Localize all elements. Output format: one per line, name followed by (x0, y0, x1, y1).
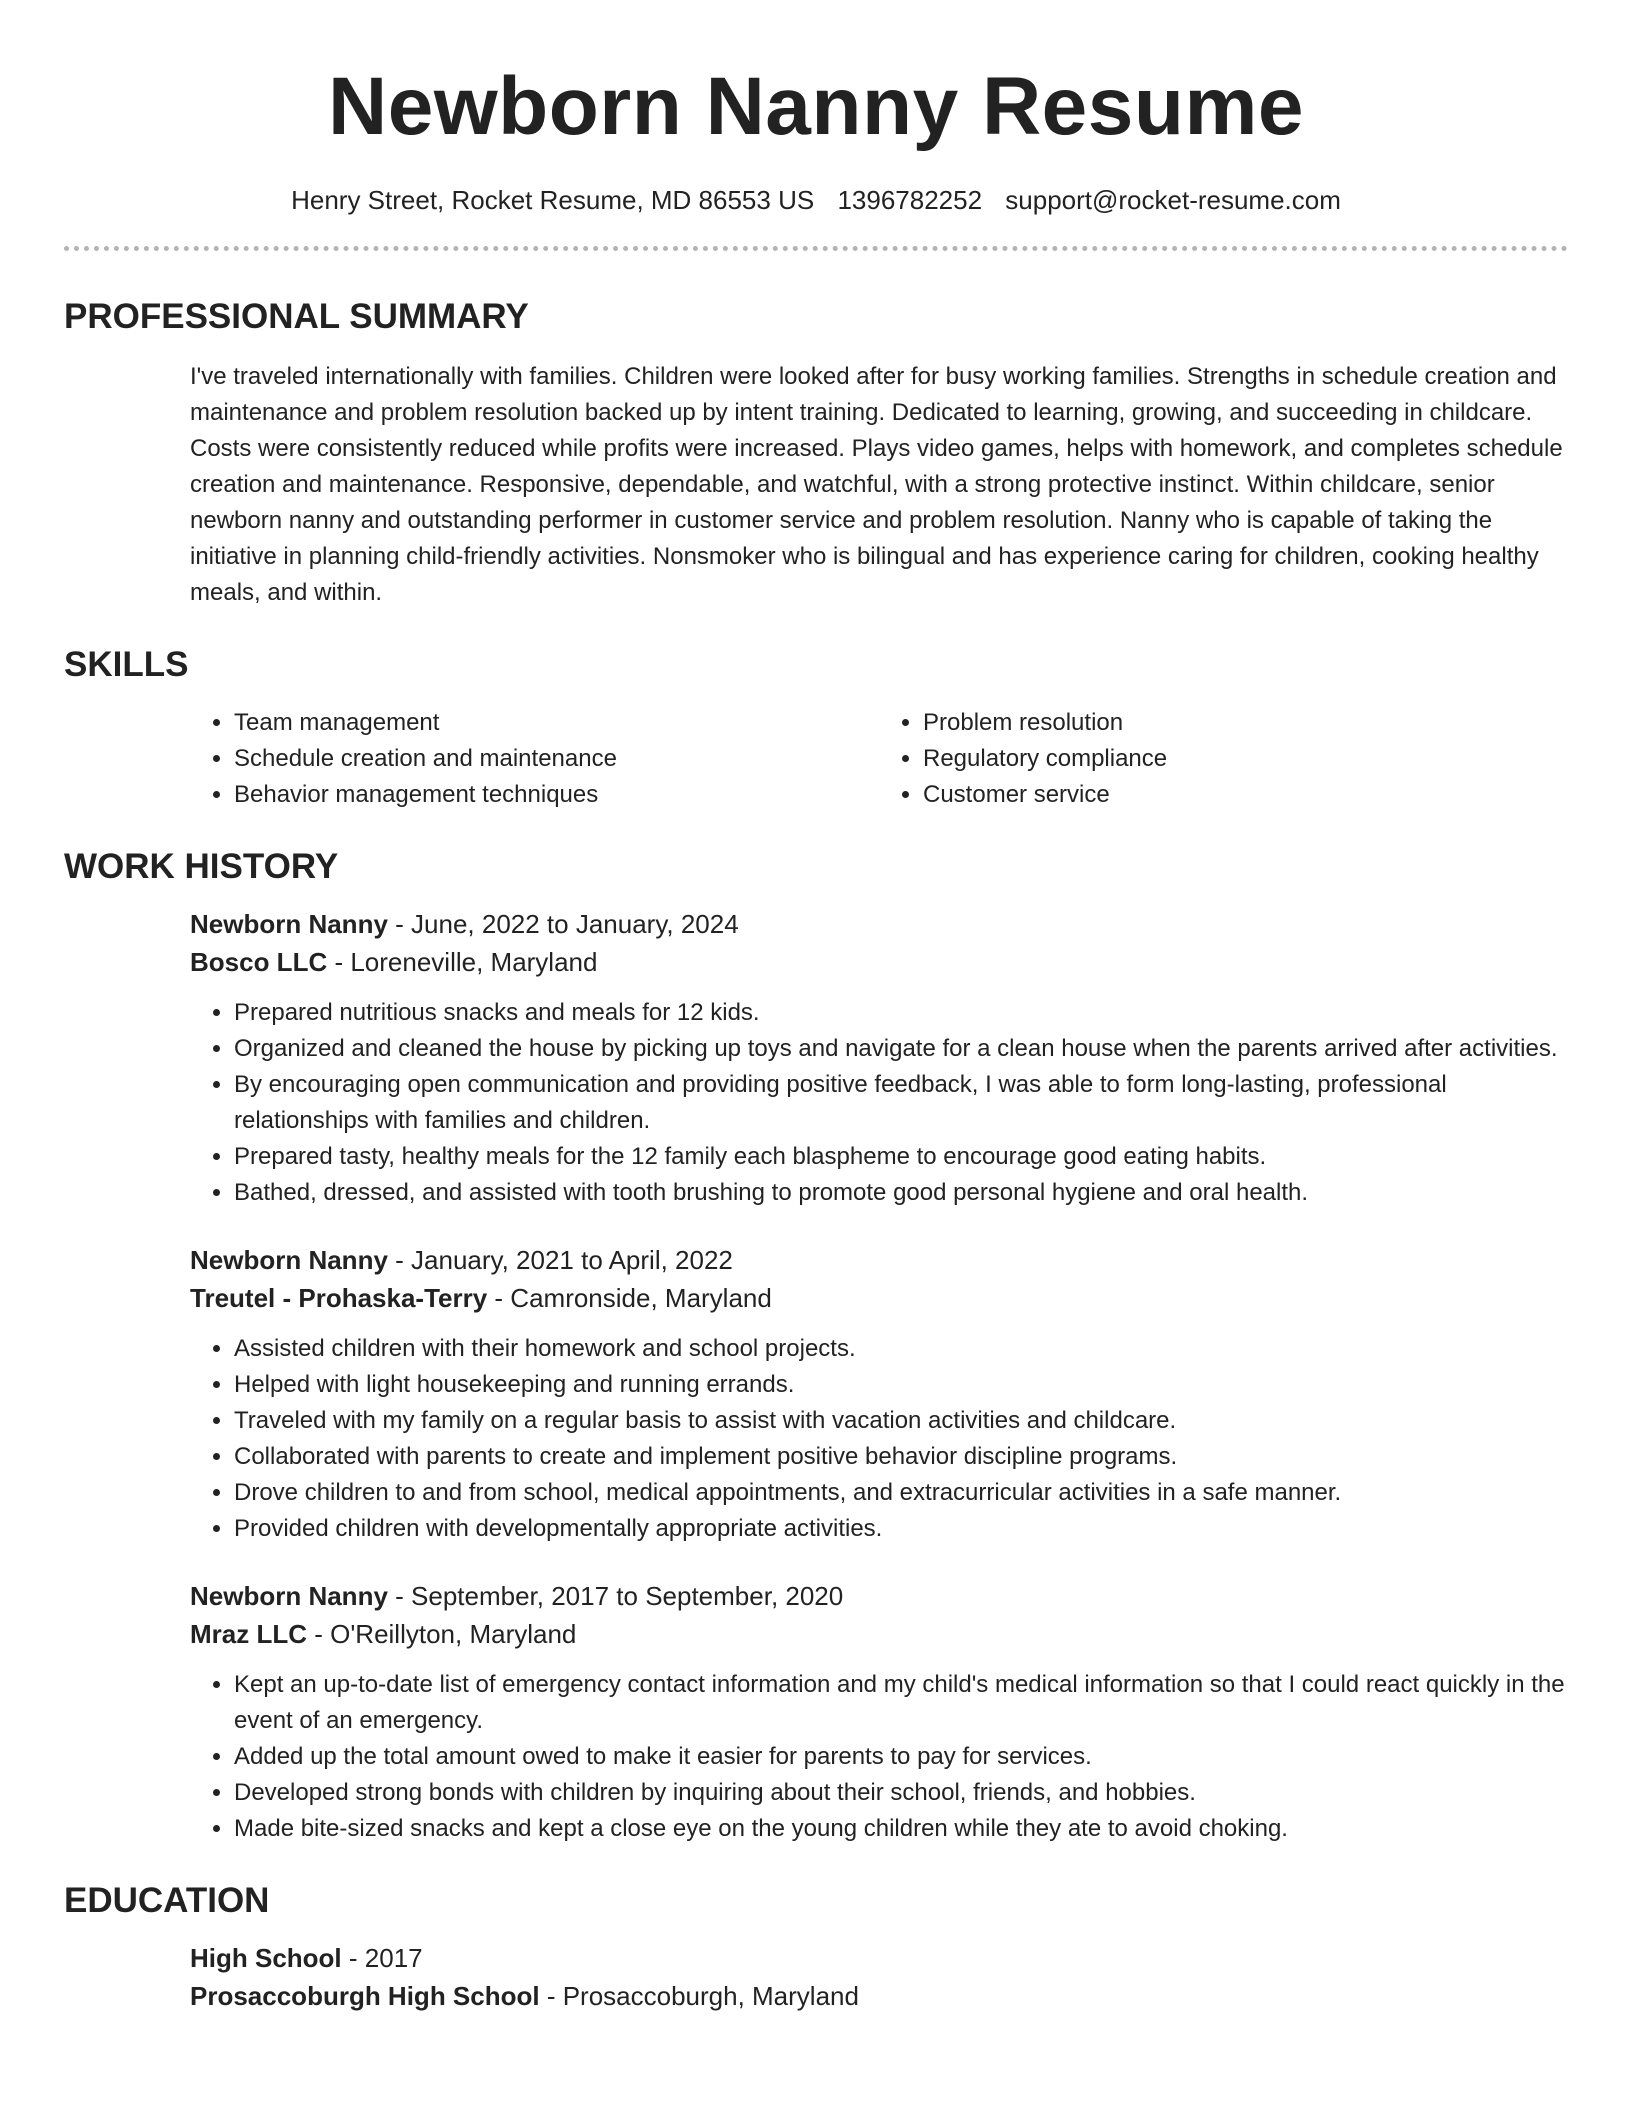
header-divider (64, 246, 1568, 251)
job-dates: - September, 2017 to September, 2020 (387, 1581, 844, 1611)
education-degree-line (190, 1939, 1568, 1977)
job-duty: • Helped with light housekeeping and running errands. (234, 1367, 1568, 1403)
education-degree: High School (190, 1943, 342, 1973)
job-duty: • Bathed, dressed, and assisted with tooth brushing to promote good personal hygiene and oral health. (234, 1175, 1568, 1211)
job-dates: - June, 2022 to January, 2024 (387, 909, 739, 939)
skill-item: • Schedule creation and maintenance (234, 741, 879, 777)
job-duty: • Provided children with developmentally appropriate activities. (234, 1511, 1568, 1547)
skill-item: • Customer service (923, 777, 1568, 813)
job-location: - Loreneville, Maryland (327, 947, 598, 977)
job-company: Mraz LLC (190, 1619, 307, 1649)
job-role: Newborn Nanny (190, 1581, 388, 1611)
education-school: Prosaccoburgh High School (190, 1981, 540, 2011)
skills-heading: SKILLS (64, 645, 189, 684)
skill-item: • Regulatory compliance (923, 741, 1568, 777)
education-entry (190, 1939, 1568, 2015)
job-entry (190, 1577, 1568, 1847)
job-duty: • Kept an up-to-date list of emergency contact information and my child's medical information so that I could react quickly in the event of an emergency. (234, 1667, 1568, 1739)
job-duty: • Traveled with my family on a regular basis to assist with vacation activities and childcare. (234, 1403, 1568, 1439)
job-location: - Camronside, Maryland (487, 1283, 772, 1313)
skill-item: • Behavior management techniques (234, 777, 879, 813)
skill-item: • Problem resolution (923, 705, 1568, 741)
job-duties (190, 1667, 1568, 1847)
job-role: Newborn Nanny (190, 1245, 388, 1275)
job-duty: • Added up the total amount owed to make it easier for parents to pay for services. (234, 1739, 1568, 1775)
job-title-line (190, 1577, 1568, 1615)
job-duty: • Prepared tasty, healthy meals for the 12 family each blaspheme to encourage good eating habits. (234, 1139, 1568, 1175)
job-duties (190, 1331, 1568, 1547)
contact-line (64, 182, 1568, 218)
summary-heading: PROFESSIONAL SUMMARY (64, 297, 529, 336)
job-duty: • Developed strong bonds with children by inquiring about their school, friends, and hobbies. (234, 1775, 1568, 1811)
job-title-line (190, 1241, 1568, 1279)
job-title-line (190, 905, 1568, 943)
job-company: Bosco LLC (190, 947, 328, 977)
job-company: Treutel - Prohaska-Terry (190, 1283, 488, 1313)
job-duty: • Organized and cleaned the house by picking up toys and navigate for a clean house when the parents arrived after activities. (234, 1031, 1568, 1067)
job-company-line (190, 943, 1568, 981)
job-duty: • By encouraging open communication and providing positive feedback, I was able to form long-lasting, professional relationships with families and children. (234, 1067, 1568, 1139)
job-duty: • Prepared nutritious snacks and meals for 12 kids. (234, 995, 1568, 1031)
contact-phone: 1396782252 (837, 185, 983, 215)
job-duty: • Assisted children with their homework and school projects. (234, 1331, 1568, 1367)
contact-email: support@rocket-resume.com (1005, 185, 1341, 215)
job-duty: • Made bite-sized snacks and kept a close eye on the young children while they ate to avoid choking. (234, 1811, 1568, 1847)
job-role: Newborn Nanny (190, 909, 388, 939)
education-location: - Prosaccoburgh, Maryland (539, 1981, 859, 2011)
job-location: - O'Reillyton, Maryland (307, 1619, 577, 1649)
resume-title: Newborn Nanny Resume (328, 61, 1304, 152)
job-entry (190, 1241, 1568, 1547)
education-year: - 2017 (341, 1943, 423, 1973)
education-heading: EDUCATION (64, 1881, 270, 1920)
job-duties (190, 995, 1568, 1211)
work-heading: WORK HISTORY (64, 847, 339, 886)
job-duty: • Drove children to and from school, medical appointments, and extracurricular activities in a safe manner. (234, 1475, 1568, 1511)
skills-section (190, 705, 1568, 813)
job-entry (190, 905, 1568, 1211)
skills-list-left (190, 705, 879, 813)
skills-list-right (879, 705, 1568, 813)
job-company-line (190, 1279, 1568, 1317)
job-dates: - January, 2021 to April, 2022 (387, 1245, 733, 1275)
job-company-line (190, 1615, 1568, 1653)
job-duty: • Collaborated with parents to create and implement positive behavior discipline programs. (234, 1439, 1568, 1475)
summary-section (190, 359, 1568, 611)
summary-text: I've traveled internationally with families. Children were looked after for busy working families. Strengths in schedule creation and maintenance and problem resolution backed up by intent training. Dedicated to learning, growing, and succeeding in childcare. Costs were consistently reduced while profits were increased. Plays video games, helps with homework, and completes schedule creation and maintenance. Responsive, dependable, and watchful, with a strong protective instinct. Within childcare, senior newborn nanny and outstanding performer in customer service and problem resolution. Nanny who is capable of taking the initiative in planning child-friendly activities. Nonsmoker who is bilingual and has experience caring for children, cooking healthy meals, and within. (190, 363, 1563, 606)
contact-address: Henry Street, Rocket Resume, MD 86553 US (291, 185, 815, 215)
skill-item: • Team management (234, 705, 879, 741)
education-school-line (190, 1977, 1568, 2015)
